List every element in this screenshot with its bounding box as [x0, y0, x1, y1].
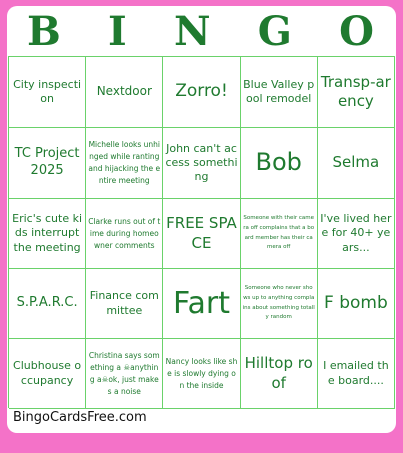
- bingo-cell[interactable]: Hilltop roof: [241, 339, 318, 409]
- header-letter-o: O: [339, 7, 376, 55]
- bingo-cell[interactable]: Finance committee: [86, 269, 163, 339]
- bingo-cell[interactable]: FREE SPACE: [163, 199, 240, 269]
- bingo-cell[interactable]: Zorro!: [163, 57, 240, 128]
- bingo-cell[interactable]: John can't access something: [163, 128, 240, 199]
- header-letter-i: I: [108, 7, 129, 55]
- bingo-cell[interactable]: Someone who never shows up to anything complains about something totally random: [241, 269, 318, 339]
- bingo-cell[interactable]: Michelle looks unhinged while ranting and hijacking the entire meeting: [86, 128, 163, 199]
- bingo-cell[interactable]: Transp-arency: [318, 57, 395, 128]
- bingo-header: [7, 6, 396, 56]
- bingo-grid: [8, 56, 395, 408]
- bingo-cell[interactable]: City inspection: [9, 57, 86, 128]
- header-letter-b: B: [27, 7, 63, 55]
- bingo-cell[interactable]: Fart: [163, 269, 240, 339]
- bingo-cell[interactable]: S.P.A.R.C.: [9, 269, 86, 339]
- bingo-cell[interactable]: Nancy looks like she is slowly dying on the inside: [163, 339, 240, 409]
- bingo-cell[interactable]: Bob: [241, 128, 318, 199]
- bingo-cell[interactable]: Clarke runs out of time during homeowner comments: [86, 199, 163, 269]
- bingo-cell[interactable]: Blue Valley pool remodel: [241, 57, 318, 128]
- bingo-cell[interactable]: Christina says something a ☠anything a☠ok, just makes a noise: [86, 339, 163, 409]
- bingo-card: [7, 6, 396, 433]
- bingo-cell[interactable]: Someone with their camera off complains that a board member has their camera off: [241, 199, 318, 269]
- bingo-cell[interactable]: I've lived here for 40+ years...: [318, 199, 395, 269]
- header-letter-g: G: [257, 7, 294, 55]
- bingo-cell[interactable]: F bomb: [318, 269, 395, 339]
- bingo-cell[interactable]: I emailed the board....: [318, 339, 395, 409]
- bingo-cell[interactable]: Nextdoor: [86, 57, 163, 128]
- bingo-cell[interactable]: Clubhouse occupancy: [9, 339, 86, 409]
- site-footer: BingoCardsFree.com: [13, 410, 147, 425]
- bingo-cell[interactable]: TC Project 2025: [9, 128, 86, 199]
- bingo-cell[interactable]: Eric's cute kids interrupt the meeting: [9, 199, 86, 269]
- bingo-cell[interactable]: Selma: [318, 128, 395, 199]
- header-letter-n: N: [173, 7, 213, 55]
